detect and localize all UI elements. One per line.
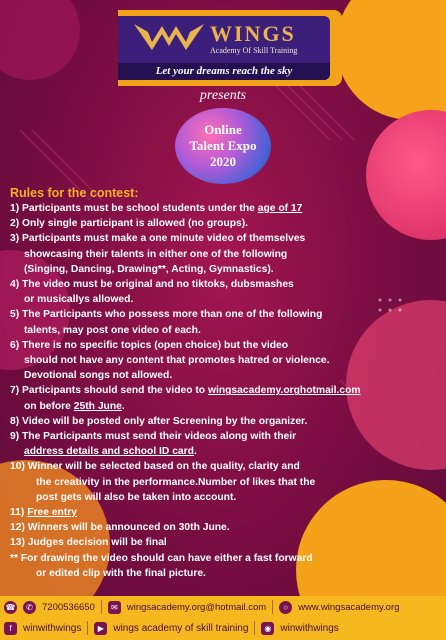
- presents-text: presents: [199, 88, 247, 103]
- rule-13: 13) Judges decision will be final: [10, 537, 167, 549]
- rule-4: 4) The video must be original and no tiktoks, dubsmashes: [10, 279, 294, 291]
- youtube-channel[interactable]: wings academy of skill training: [113, 622, 249, 634]
- rule-8: 8) Video will be posted only after Screening by the organizer.: [10, 415, 308, 427]
- age-limit: age of 17: [257, 203, 303, 214]
- rule-3-cont-2: (Singing, Dancing, Drawing**, Acting, Gymnastics).: [24, 263, 274, 275]
- rule-3: 3) Participants must make a one minute video of themselves: [10, 233, 306, 245]
- phone-icon: ☎: [5, 602, 16, 612]
- free-entry: Free entry: [27, 507, 77, 519]
- header-banner: [118, 16, 330, 80]
- rule-6-cont: should not have any content that promotes hatred or violence.: [24, 355, 330, 367]
- rules-title: Rules for the contest:: [10, 186, 139, 200]
- instagram-icon: ◉: [261, 622, 274, 635]
- wings-logo-icon: [132, 20, 206, 56]
- rule-3-cont: showcasing their talents in either one of the following: [24, 248, 288, 260]
- brand-subtitle: Academy Of Skill Training: [210, 46, 298, 55]
- email-icon: ✉: [108, 601, 121, 614]
- rule-6-cont-2: Devotional songs not allowed.: [24, 370, 173, 382]
- facebook-handle[interactable]: winwithwings: [23, 622, 82, 634]
- website-link[interactable]: www.wingsacademy.org: [298, 601, 400, 613]
- drawing-note: ** For drawing the video should can have either a fast forward: [10, 552, 313, 564]
- rule-6: 6) There is no specific topics (open choice) but the video: [10, 339, 289, 351]
- rule-10-cont: the creativity in the performance.Number of likes that the: [36, 476, 316, 488]
- globe-icon: ○: [279, 601, 292, 614]
- rule-1: 1) Participants must be school students under the age of 17: [10, 203, 303, 214]
- rule-10: 10) Winner will be selected based on the quality, clarity and: [10, 461, 300, 473]
- rule-4-cont: or musicallys allowed.: [24, 294, 134, 306]
- rule-9: 9) The Participants must send their videos along with their: [10, 431, 297, 443]
- rule-12: 12) Winners will be announced on 30th June.: [10, 522, 230, 534]
- footer-divider: [272, 600, 273, 614]
- brand-tagline: Let your dreams reach the sky: [118, 63, 330, 80]
- email-address[interactable]: wingsacademy.org@hotmail.com: [126, 601, 267, 613]
- facebook-icon: f: [4, 622, 17, 635]
- whatsapp-icon: ✆: [23, 601, 36, 614]
- youtube-icon: ▶: [94, 622, 107, 635]
- rule-7: 7) Participants should send the video to wingsacademy.orghotmail.com: [10, 385, 361, 397]
- drawing-note-cont: or edited clip with the final picture.: [36, 567, 206, 579]
- rule-5-cont: talents, may post one video of each.: [24, 324, 201, 336]
- contact-footer: [0, 596, 446, 640]
- rule-11: 11) Free entry: [10, 507, 77, 519]
- rule-7-cont: on before 25th June.: [24, 400, 125, 412]
- footer-row-1: [4, 597, 442, 617]
- rules-list: [10, 201, 438, 581]
- rule-2: 2) Only single participant is allowed (no groups).: [10, 218, 248, 230]
- badge-line-3: 2020: [210, 154, 236, 169]
- deadline-date: 25th June: [73, 400, 122, 412]
- badge-line-1: Online: [204, 122, 242, 137]
- required-documents: address details and school ID card: [24, 446, 194, 458]
- phone-number[interactable]: 7200536650: [42, 601, 95, 613]
- footer-divider: [254, 621, 255, 635]
- rule-10-cont-2: post gets will also be taken into account.: [36, 491, 237, 503]
- footer-row-2: [4, 618, 442, 638]
- brand-name: WINGS: [210, 21, 296, 46]
- rule-9-cont: address details and school ID card.: [24, 446, 197, 458]
- submission-email-link[interactable]: wingsacademy.orghotmail.com: [207, 385, 361, 397]
- talent-expo-badge: [175, 108, 271, 184]
- badge-line-2: Talent Expo: [189, 138, 257, 153]
- footer-divider: [87, 621, 88, 635]
- rule-5: 5) The Participants who possess more than one of the following: [10, 309, 323, 321]
- footer-divider: [101, 600, 102, 614]
- instagram-handle[interactable]: winwithwings: [280, 622, 339, 634]
